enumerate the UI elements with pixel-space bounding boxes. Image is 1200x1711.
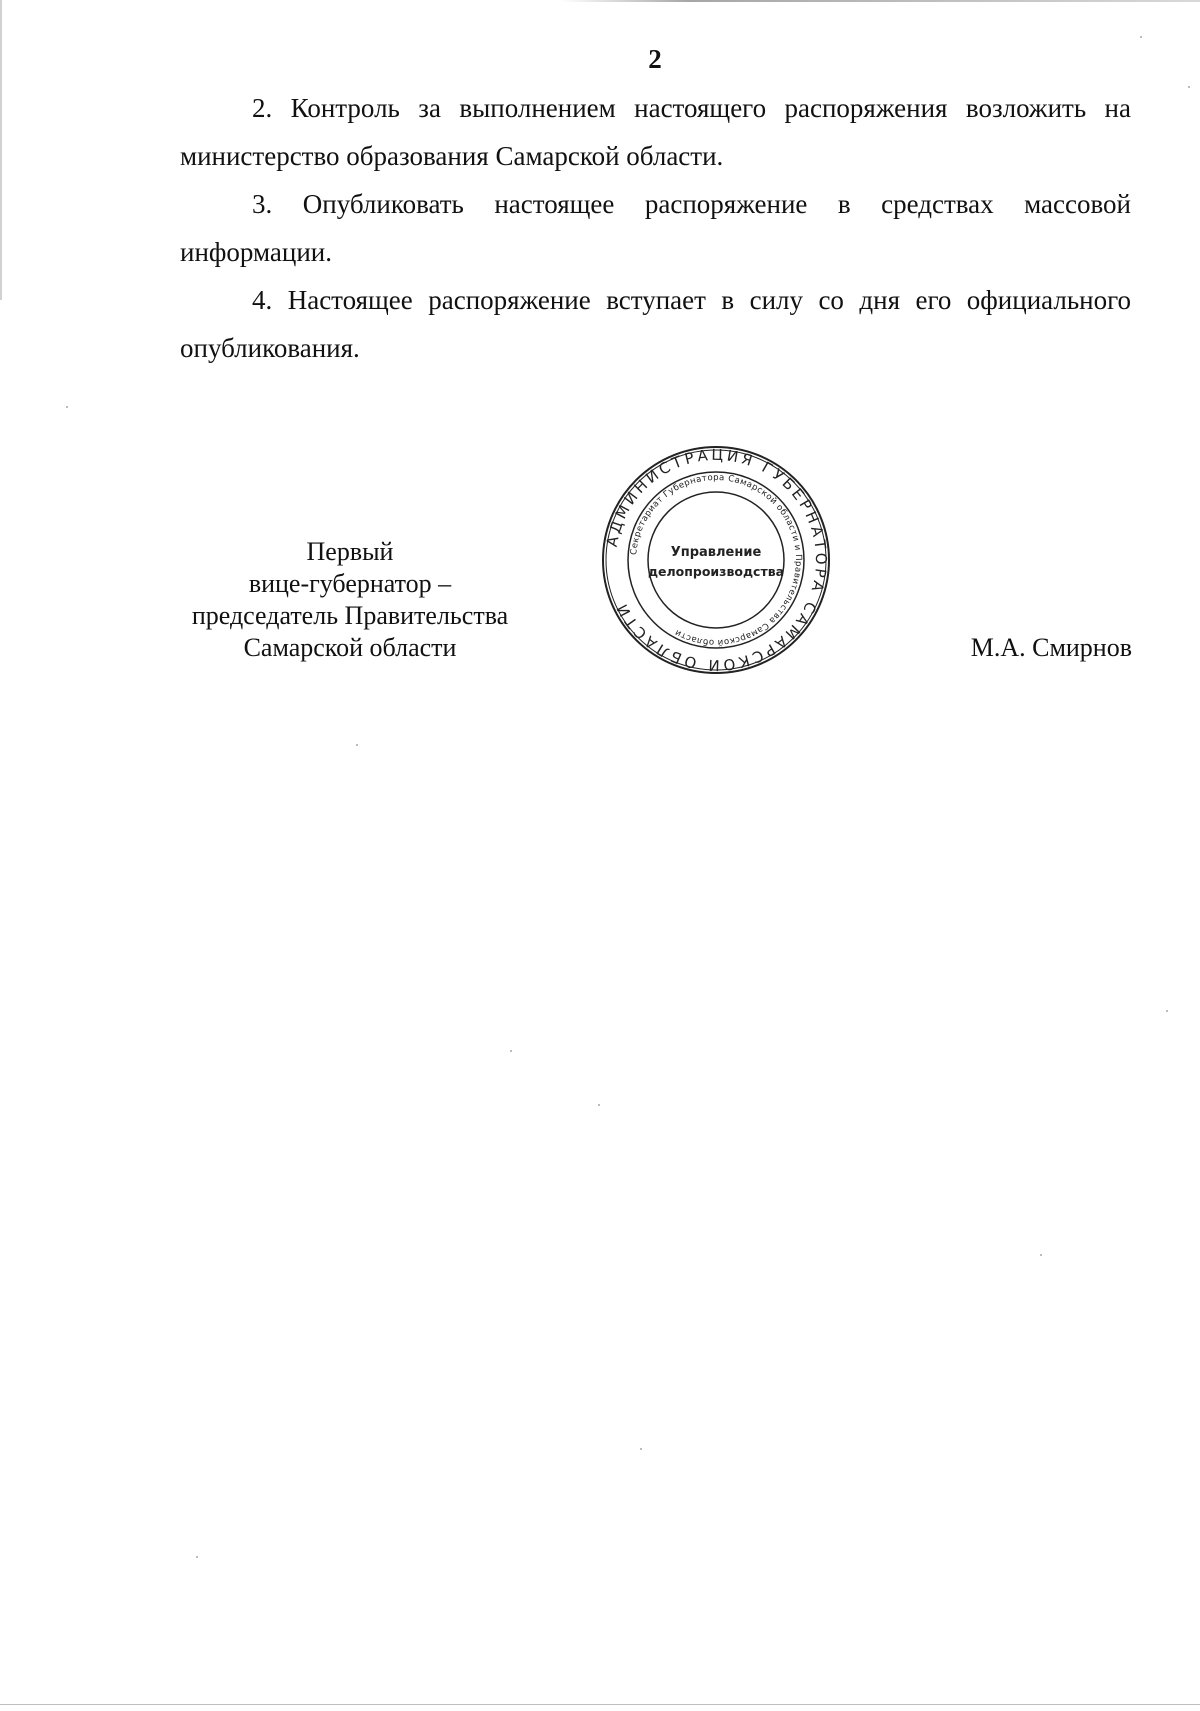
document-body	[180, 84, 1131, 372]
scan-edge-bottom	[0, 1704, 1200, 1705]
stamp-center-line1: Управление	[670, 545, 762, 560]
svg-text:Секретариат Губернатора Самарс	[629, 473, 803, 647]
paragraph-2: 2. Контроль за выполнением настоящего распоряжения возложить на министерство образования Самарской области.	[180, 93, 1131, 171]
scan-speck	[1140, 36, 1142, 38]
stamp-center-line2: делопроизводства	[647, 564, 785, 579]
scan-speck	[640, 1448, 642, 1450]
scan-speck	[598, 1104, 600, 1106]
paragraph-3: 3. Опубликовать настоящее распоряжение в средствах массовой информации.	[180, 189, 1131, 267]
scan-speck	[1166, 1010, 1168, 1012]
signatory-title-line: вице-губернатор –	[248, 569, 452, 598]
signatory-name: М.А. Смирнов	[970, 633, 1132, 662]
scan-speck	[196, 1556, 198, 1558]
official-stamp	[600, 444, 832, 676]
scan-speck	[1040, 1254, 1042, 1256]
scan-edge-top	[560, 0, 1200, 2]
scan-speck	[1188, 86, 1190, 88]
page-number: 2	[648, 44, 662, 74]
signatory-title	[180, 536, 520, 664]
stamp-inner-text: Секретариат Губернатора Самарской области и Правительства Самарской области	[629, 472, 804, 648]
paragraph-4: 4. Настоящее распоряжение вступает в силу со дня его официального опубликования.	[180, 285, 1131, 363]
scan-speck	[66, 406, 68, 408]
scan-speck	[510, 1050, 512, 1052]
scan-speck	[356, 744, 358, 746]
signatory-title-line: Первый	[306, 537, 394, 566]
stamp-outer-text: АДМИНИСТРАЦИЯ ГУБЕРНАТОРА САМАРСКОЙ ОБЛАСТИ	[602, 445, 831, 675]
signatory-title-line: Самарской области	[243, 633, 457, 662]
stamp-seal-icon	[600, 444, 832, 676]
signatory-title-line: председатель Правительства	[191, 601, 509, 630]
